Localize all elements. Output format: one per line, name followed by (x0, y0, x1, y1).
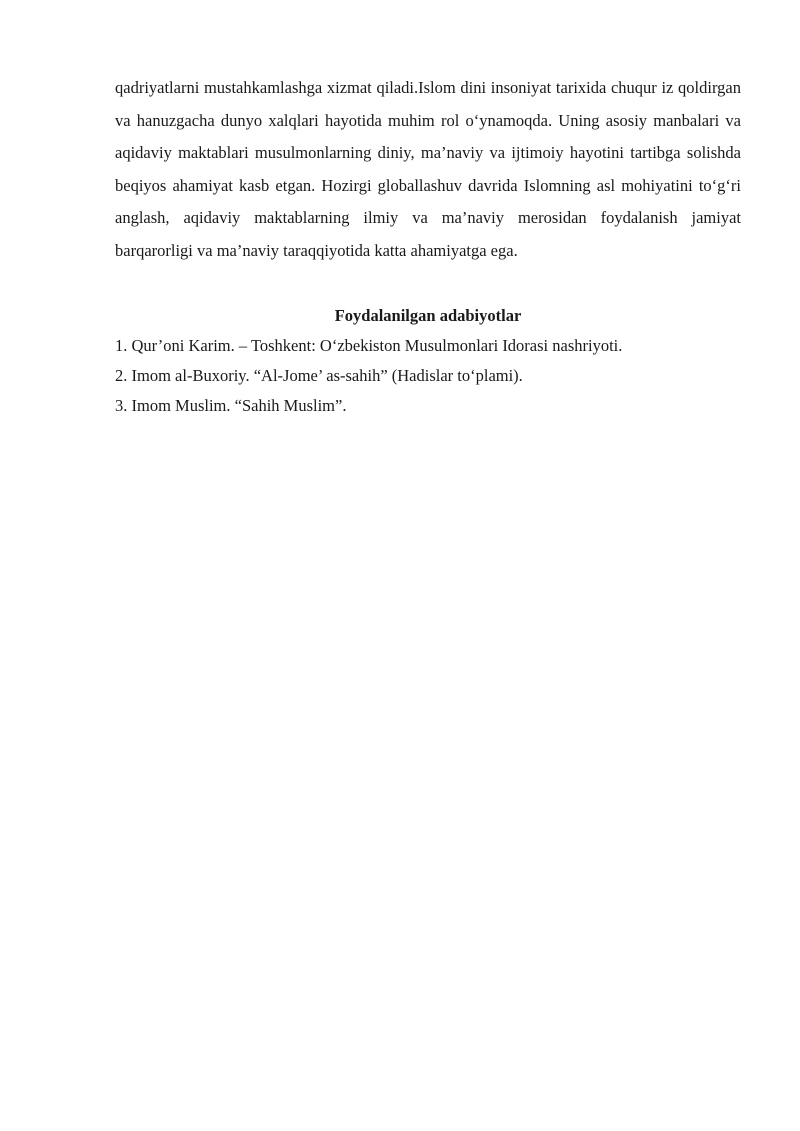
bibliography-item: 3. Imom Muslim. “Sahih Muslim”. (115, 396, 347, 415)
bibliography-list (115, 331, 741, 421)
document-page (115, 72, 741, 421)
body-paragraph: qadriyatlarni mustahkamlashga xizmat qiladi.Islom dini insoniyat tarixida chuqur iz qoldirgan va hanuzgacha dunyo xalqlari hayotida muhim rol o‘ynamoqda. Uning asosiy manbalari va aqidaviy maktablari musulmonlarning diniy, ma’naviy va ijtimoiy hayotini tartibga solishda beqiyos ahamiyat kasb etgan. Hozirgi globallashuv davrida Islomning asl mohiyatini to‘g‘ri anglash, aqidaviy maktablarning ilmiy va ma’naviy merosidan foydalanish jamiyat barqarorligi va ma’naviy taraqqiyotida katta ahamiyatga ega. (115, 78, 741, 260)
bibliography-item: 1. Qur’oni Karim. – Toshkent: O‘zbekiston Musulmonlari Idorasi nashriyoti. (115, 336, 623, 355)
bibliography-item: 2. Imom al-Buxoriy. “Al-Jome’ as-sahih” (Hadislar to‘plami). (115, 366, 523, 385)
bibliography-heading: Foydalanilgan adabiyotlar (334, 306, 522, 325)
